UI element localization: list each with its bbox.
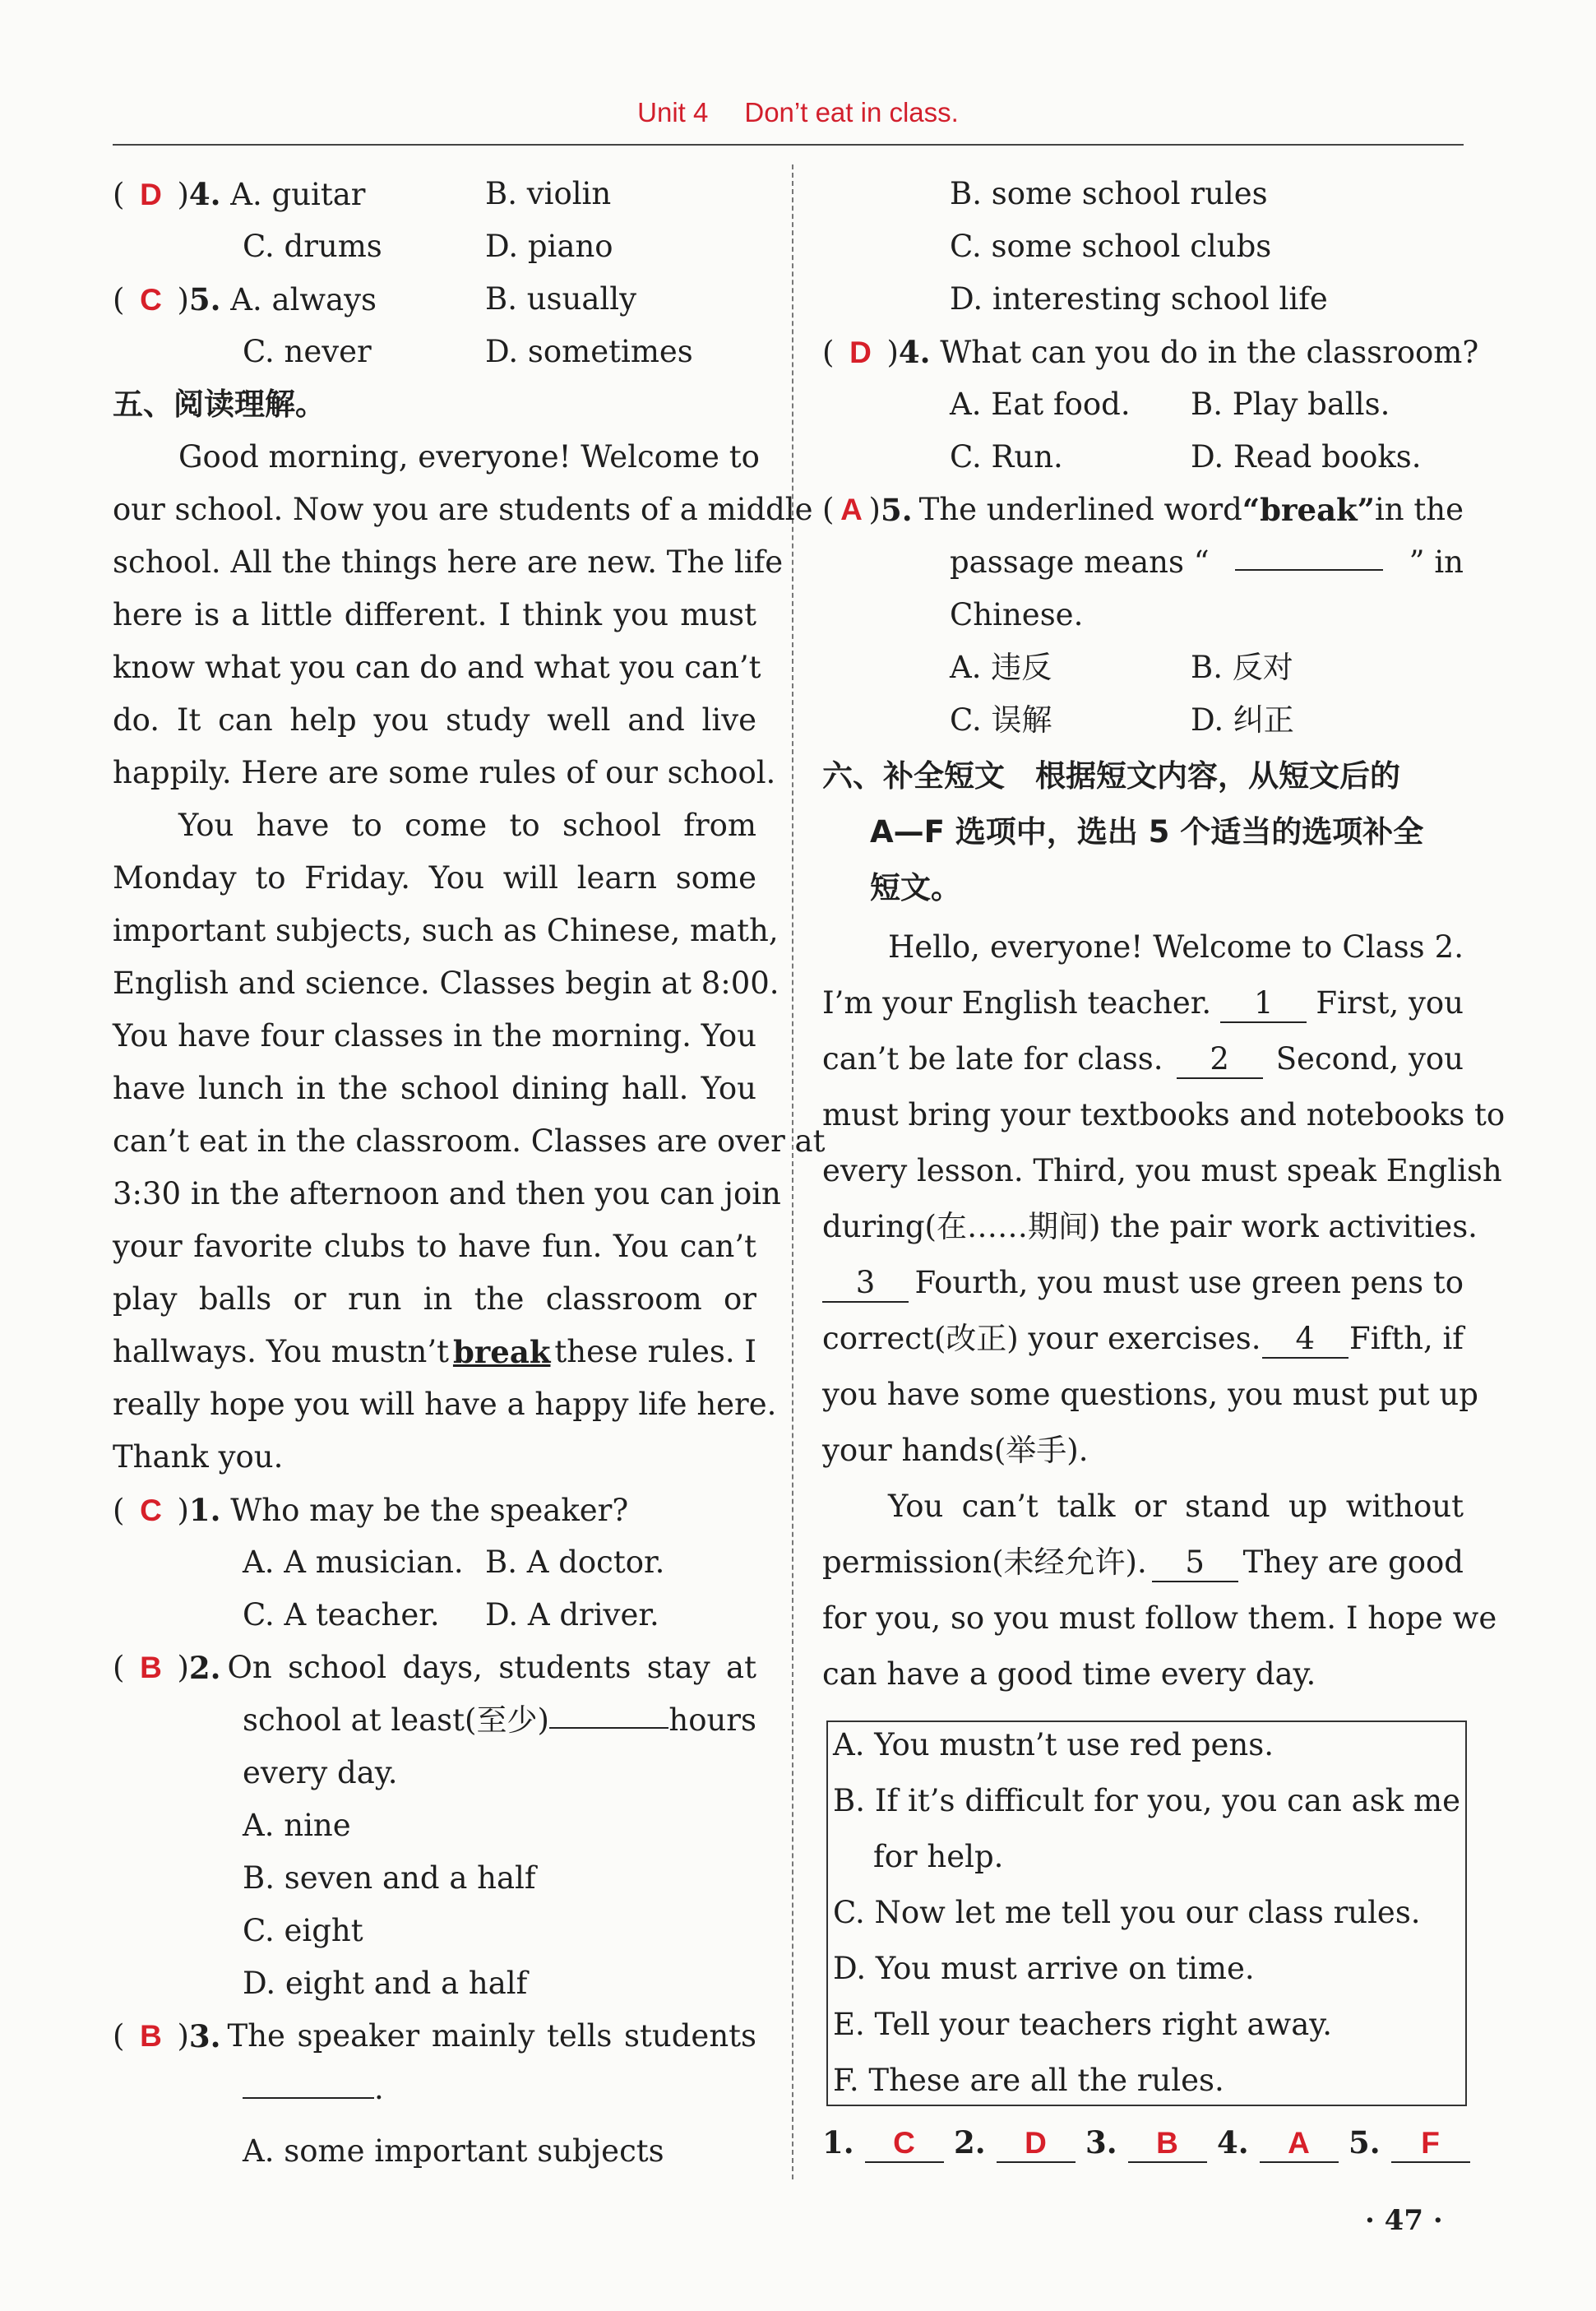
answer-1: 1. C xyxy=(822,2124,944,2163)
page-number: · 47 · xyxy=(1365,2204,1443,2237)
passage-line: You have four classes in the morning. You xyxy=(113,1018,756,1054)
q2-stem-line3: every day. xyxy=(243,1755,398,1790)
cloze-line: can’t be late for class. 2 Second, you xyxy=(822,1041,1464,1079)
q5-opt-c: C. 误解 xyxy=(950,702,1052,738)
q1-opt-d: D. A driver. xyxy=(485,1597,659,1633)
cloze-line: must bring your textbooks and notebooks to xyxy=(822,1097,1506,1132)
prev-q5-opt-b: B. usually xyxy=(485,281,636,317)
prev-q4: ( D )4. A. guitar xyxy=(113,176,366,212)
q1-opt-c: C. A teacher. xyxy=(243,1597,440,1633)
cloze-line: for you, so you must follow them. I hope we xyxy=(822,1600,1497,1636)
prev-q4-opt-c: C. drums xyxy=(243,229,382,264)
q3-opt-c: C. some school clubs xyxy=(950,229,1272,264)
cloze-blank-4: 4 xyxy=(1262,1321,1349,1359)
question-5: ( A ) 5. The underlined word “break” in the xyxy=(822,492,1464,528)
q2-stem-line2: school at least(至少) hours xyxy=(243,1702,756,1738)
answer-blank xyxy=(1235,544,1383,571)
answer-5: 5. F xyxy=(1349,2124,1470,2163)
q3-opt-b: B. some school rules xyxy=(950,176,1268,211)
cloze-line: during(在……期间) the pair work activities. xyxy=(822,1209,1478,1244)
q4-opt-a: A. Eat food. xyxy=(950,387,1131,422)
q4-opt-b: B. Play balls. xyxy=(1191,387,1390,422)
section6-heading-line1: 六、补全短文 根据短文内容，从短文后的 xyxy=(822,758,1400,794)
cloze-blank-1: 1 xyxy=(1220,985,1307,1023)
passage-line: happily. Here are some rules of our school. xyxy=(113,755,776,790)
underlined-word-break: break xyxy=(452,1334,551,1370)
passage-line: do. It can help you study well and live xyxy=(113,702,756,738)
options-box xyxy=(826,1721,1467,2106)
running-header xyxy=(0,97,1596,128)
option-d: D. You must arrive on time. xyxy=(833,1951,1255,1986)
cloze-line: correct(改正) your exercises. 4 Fifth, if xyxy=(822,1321,1464,1359)
q2-opt-c: C. eight xyxy=(243,1913,363,1948)
question-4: ( D )4. What can you do in the classroom? xyxy=(822,334,1479,370)
cloze-line: You can’t talk or stand up without xyxy=(888,1489,1464,1524)
passage-line: play balls or run in the classroom or xyxy=(113,1281,756,1317)
passage-line: really hope you will have a happy life here. xyxy=(113,1387,777,1422)
prev-q5-opt-c: C. never xyxy=(243,334,372,369)
cloze-line: Hello, everyone! Welcome to Class 2. xyxy=(888,929,1464,965)
passage-line: our school. Now you are students of a middle xyxy=(113,492,813,527)
q2-opt-d: D. eight and a half xyxy=(243,1966,528,2001)
q2-opt-a: A. nine xyxy=(243,1808,351,1843)
passage-line: can’t eat in the classroom. Classes are over at xyxy=(113,1123,826,1159)
passage-line: Thank you. xyxy=(113,1439,284,1475)
q3-opt-a: A. some important subjects xyxy=(243,2133,664,2169)
option-b: B. If it’s difficult for you, you can ask me xyxy=(833,1783,1460,1818)
passage-line: important subjects, such as Chinese, math, xyxy=(113,913,779,948)
question-3: ( B ) 3. The speaker mainly tells students xyxy=(113,2018,756,2054)
q5-stem-line3: Chinese. xyxy=(950,597,1084,632)
option-e: E. Tell your teachers right away. xyxy=(833,2007,1333,2042)
cloze-line: your hands(举手). xyxy=(822,1433,1089,1468)
passage-line: English and science. Classes begin at 8:00. xyxy=(113,966,779,1001)
section5-heading: 五、阅读理解。 xyxy=(113,387,326,422)
cloze-blank-5: 5 xyxy=(1152,1545,1238,1582)
section6-heading-line2: A—F 选项中，选出 5 个适当的选项补全 xyxy=(870,814,1424,850)
cloze-line: you have some questions, you must put up xyxy=(822,1377,1478,1412)
answer-3: 3. B xyxy=(1085,2124,1207,2163)
question-2: ( B ) 2. On school days, students stay at xyxy=(113,1650,756,1686)
cloze-line: every lesson. Third, you must speak English xyxy=(822,1153,1502,1188)
option-a: A. You mustn’t use red pens. xyxy=(833,1727,1274,1762)
q3-opt-d: D. interesting school life xyxy=(950,281,1328,317)
option-b-cont: for help. xyxy=(873,1839,1004,1874)
unit-title: Don’t eat in class. xyxy=(744,97,959,127)
q4-opt-d: D. Read books. xyxy=(1191,439,1422,475)
unit-label: Unit 4 xyxy=(637,97,709,127)
passage-line: have lunch in the school dining hall. You xyxy=(113,1071,756,1106)
answer-2: 2. D xyxy=(954,2124,1076,2163)
passage-line: here is a little different. I think you must xyxy=(113,597,756,632)
passage-line: 3:30 in the afternoon and then you can join xyxy=(113,1176,781,1211)
cloze-line: I’m your English teacher. 1 First, you xyxy=(822,985,1464,1023)
passage-line: Good morning, everyone! Welcome to xyxy=(178,439,760,475)
cloze-line: permission(未经允许). 5 They are good xyxy=(822,1545,1464,1582)
option-f: F. These are all the rules. xyxy=(833,2063,1224,2098)
q5-stem-line2: passage means “ ” in xyxy=(950,544,1464,580)
q1-opt-b: B. A doctor. xyxy=(485,1545,665,1580)
answer-blank xyxy=(549,1702,668,1729)
q5-opt-d: D. 纠正 xyxy=(1191,702,1294,738)
passage-line: your favorite clubs to have fun. You can’t xyxy=(113,1229,756,1264)
section6-heading-line3: 短文。 xyxy=(870,870,961,905)
header-rule xyxy=(113,144,1464,146)
cloze-line: 3 Fourth, you must use green pens to xyxy=(822,1265,1464,1303)
q5-opt-b: B. 反对 xyxy=(1191,650,1293,685)
passage-line: You have to come to school from xyxy=(178,808,756,843)
q1-opt-a: A. A musician. xyxy=(243,1545,464,1580)
cloze-line: can have a good time every day. xyxy=(822,1656,1316,1692)
q3-blank-line: . xyxy=(243,2071,384,2107)
answer-blank xyxy=(243,2072,374,2099)
column-divider xyxy=(792,164,793,2179)
q5-opt-a: A. 违反 xyxy=(950,650,1052,685)
cloze-blank-2: 2 xyxy=(1177,1041,1263,1079)
prev-q4-opt-d: D. piano xyxy=(485,229,613,264)
passage-line: school. All the things here are new. The life xyxy=(113,544,784,580)
passage-line: know what you can do and what you can’t xyxy=(113,650,761,685)
passage-line: Monday to Friday. You will learn some xyxy=(113,860,756,896)
prev-q5: ( C )5. A. always xyxy=(113,281,377,317)
option-c: C. Now let me tell you our class rules. xyxy=(833,1895,1421,1930)
prev-q4-opt-b: B. violin xyxy=(485,176,612,211)
q4-opt-c: C. Run. xyxy=(950,439,1063,475)
question-1: ( C )1. Who may be the speaker? xyxy=(113,1492,629,1528)
q2-opt-b: B. seven and a half xyxy=(243,1860,536,1896)
answer-4: 4. A xyxy=(1217,2124,1339,2163)
passage-line-break: hallways. You mustn’t break these rules. I xyxy=(113,1334,756,1370)
cloze-blank-3: 3 xyxy=(822,1265,909,1303)
prev-q5-opt-d: D. sometimes xyxy=(485,334,693,369)
